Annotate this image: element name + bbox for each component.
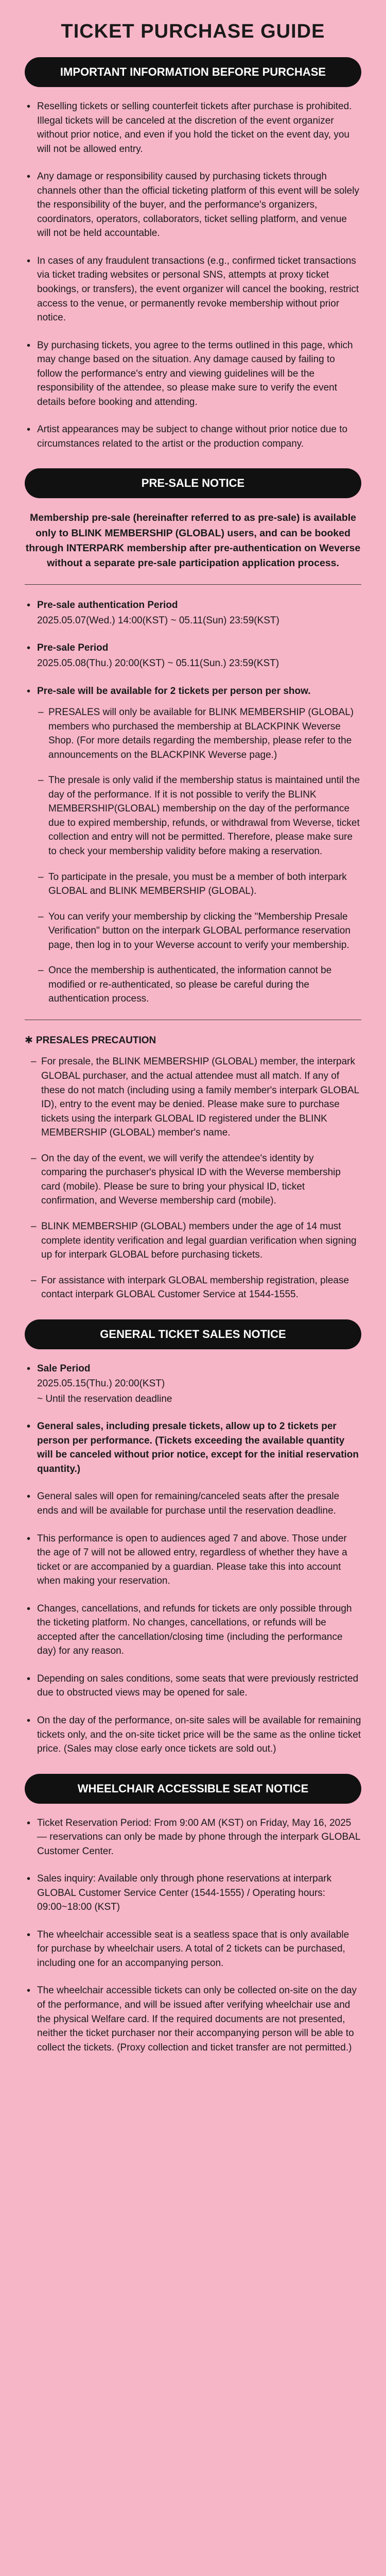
precaution-title: PRESALES PRECAUTION [36,1035,156,1046]
list-item: • By purchasing tickets, you agree to the terms outlined in this page, which may change based on the situation. Any damage caused by failing to follow the performance's entry and viewing guidelines will be the responsibility of the attendee, so please make sure to verify the event details before booking and attending. [25,338,361,410]
list-item: • Depending on sales conditions, some seats that were previously restricted due to obstructed views may be opened for sale. [25,1672,361,1700]
divider [25,584,361,585]
list-item [25,684,361,1006]
list-item: • On the day of the performance, on-site sales will be available for remaining tickets only, and the on-site ticket price will be the same as the online ticket price. (Sales may close early once tickets are sold out.) [25,1714,361,1756]
list-item: – PRESALES will only be available for BLINK MEMBERSHIP (GLOBAL) members who purchased the membership at BLACKPINK Weverse Shop. (For more details regarding the membership, please refer to the announcements on the BLACKPINK Weverse page.) [37,705,361,762]
presale-auth-period: 2025.05.07(Wed.) 14:00(KST) ~ 05.11(Sun) 23:59(KST) [37,615,279,626]
list-item: • The wheelchair accessible tickets can only be collected on-site on the day of the performance, and will be issued after verifying wheelchair use and the physical Welfare card. If the required documents are not presented, neither the ticket purchaser nor their accompanying person will be able to collect the tickets. (Proxy collection and ticket transfer are not permitted.) [25,1984,361,2055]
presale-details [37,705,361,1006]
list-item: – For presale, the BLINK MEMBERSHIP (GLOBAL) member, the interpark GLOBAL purchaser, and the actual attendee must all match. If any of these do not match (including using a family member's interpark GLOBAL ID), entry to the event may be denied. Please make sure to purchase tickets using the interpark GLOBAL ID registered under the BLINK MEMBERSHIP (GLOBAL) member's name. [30,1055,361,1140]
presale-period-title: • Pre-sale Period [37,642,109,654]
list-item: • Reselling tickets or selling counterfeit tickets after purchase is prohibited. Illegal tickets will be canceled at the discretion of the event organizer without prior notice, and even if you hold the ticket on the event day, you will not be allowed entry. [25,99,361,156]
presale-limit: • Pre-sale will be available for 2 tickets per person per show. [37,685,311,697]
important-info-heading: IMPORTANT INFORMATION BEFORE PURCHASE [25,57,361,87]
presale-intro: Membership pre-sale (hereinafter referred to as pre-sale) is available only to BLINK MEMBERSHIP (GLOBAL) users, and can be booked through INTERPARK membership after pre-authentication on Weverse without a separate pre-sale participation application process. [25,512,361,569]
presale-heading: PRE-SALE NOTICE [25,468,361,498]
list-item: – Once the membership is authenticated, the information cannot be modified or re-authenticated, so please be careful during the authentication process. [37,963,361,1006]
page-title: TICKET PURCHASE GUIDE [61,21,325,42]
list-item: • In cases of any fraudulent transactions (e.g., confirmed ticket transactions via ticket trading websites or personal SNS, attempts at proxy ticket bookings, or transfers), the event organizer will cancel the booking, restrict access to the venue, or permanently revoke membership without prior notice. [25,254,361,325]
general-period: 2025.05.15(Thu.) 20:00(KST) [37,1378,165,1389]
list-item: – On the day of the event, we will verify the attendee's identity by comparing the purchaser's physical ID with the Weverse membership card (mobile). Please be sure to bring your physical ID, ticket confirmation, and Weverse membership card (mobile). [30,1151,361,1208]
list-item [25,641,361,670]
list-item: – For assistance with interpark GLOBAL membership registration, please contact interpark GLOBAL Customer Service at 1544-1555. [30,1274,361,1302]
presale-auth-title: • Pre-sale authentication Period [37,600,178,611]
list-item: • Any damage or responsibility caused by purchasing tickets through channels other than the official ticketing platform of this event will be solely the responsibility of the buyer, and the performance's organizers, coordinators, operators, collaborators, ticket selling platform, and venue will not be held accountable. [25,170,361,241]
list-item [25,1362,361,1406]
general-sales-list [25,1362,361,1756]
list-item: • Changes, cancellations, and refunds for tickets are only possible through the ticketing platform. No changes, cancellations, or refunds will be accepted after the cancellation/closing time (including the performance day) for any reason. [25,1602,361,1658]
list-item: • This performance is open to audiences aged 7 and above. Those under the age of 7 will not be allowed entry, regardless of whether they have a ticket or are accompanied by a guardian. Please take this into account when making your reservation. [25,1532,361,1588]
wheelchair-heading: WHEELCHAIR ACCESSIBLE SEAT NOTICE [25,1774,361,1804]
list-item: • Sales inquiry: Available only through phone reservations at interpark GLOBAL Customer Service Center (1544-1555) / Operating hours: 09:00~18:00 (KST) [25,1872,361,1914]
list-item: • Artist appearances may be subject to change without prior notice due to circumstances related to the artist or the production company. [25,422,361,451]
presale-period: 2025.05.08(Thu.) 20:00(KST) ~ 05.11(Sun.) 23:59(KST) [37,658,279,669]
general-sales-heading: GENERAL TICKET SALES NOTICE [25,1319,361,1349]
list-item: • Ticket Reservation Period: From 9:00 AM (KST) on Friday, May 16, 2025 — reservations can only be made by phone through the interpark GLOBAL Customer Center. [25,1816,361,1859]
list-item [25,598,361,628]
list-item: • General sales, including presale tickets, allow up to 2 tickets per person per performance. (Tickets exceeding the available quantity will be canceled without prior notice, except for the initial reservation quantity.) [25,1419,361,1476]
important-info-list [25,99,361,451]
wheelchair-list [25,1816,361,2055]
list-item: • The wheelchair accessible seat is a seatless space that is only available for purchase by wheelchair users. A total of 2 tickets can be purchased, including one for an accompanying person. [25,1928,361,1971]
list-item: – BLINK MEMBERSHIP (GLOBAL) members under the age of 14 must complete identity verification and legal guardian verification when signing up for interpark GLOBAL before purchasing tickets. [30,1219,361,1262]
general-period-title: • Sale Period [37,1363,91,1374]
list-item: • General sales will open for remaining/canceled seats after the presale ends and will be available for purchase until the reservation deadline. [25,1489,361,1518]
presale-list [25,598,361,1006]
list-item: – To participate in the presale, you must be a member of both interpark GLOBAL and BLINK MEMBERSHIP (GLOBAL). [37,870,361,899]
list-item: – The presale is only valid if the membership status is maintained until the day of the performance. If it is not possible to verify the BLINK MEMBERSHIP(GLOBAL) membership on the day of the performance due to expired membership, refunds, or withdrawal from Weverse, ticket collection and entry will not be permitted. Therefore, please make sure to check your membership validity before making a reservation. [37,773,361,858]
asterisk-icon: ✱ [25,1035,33,1046]
general-period-note: ~ Until the reservation deadline [37,1393,172,1404]
precaution-heading [25,1033,361,1048]
list-item: – You can verify your membership by clicking the "Membership Presale Verification" button on the interpark GLOBAL performance reservation page, then log in to your Weverse account to verify your membership. [37,910,361,953]
precaution-list [25,1055,361,1301]
